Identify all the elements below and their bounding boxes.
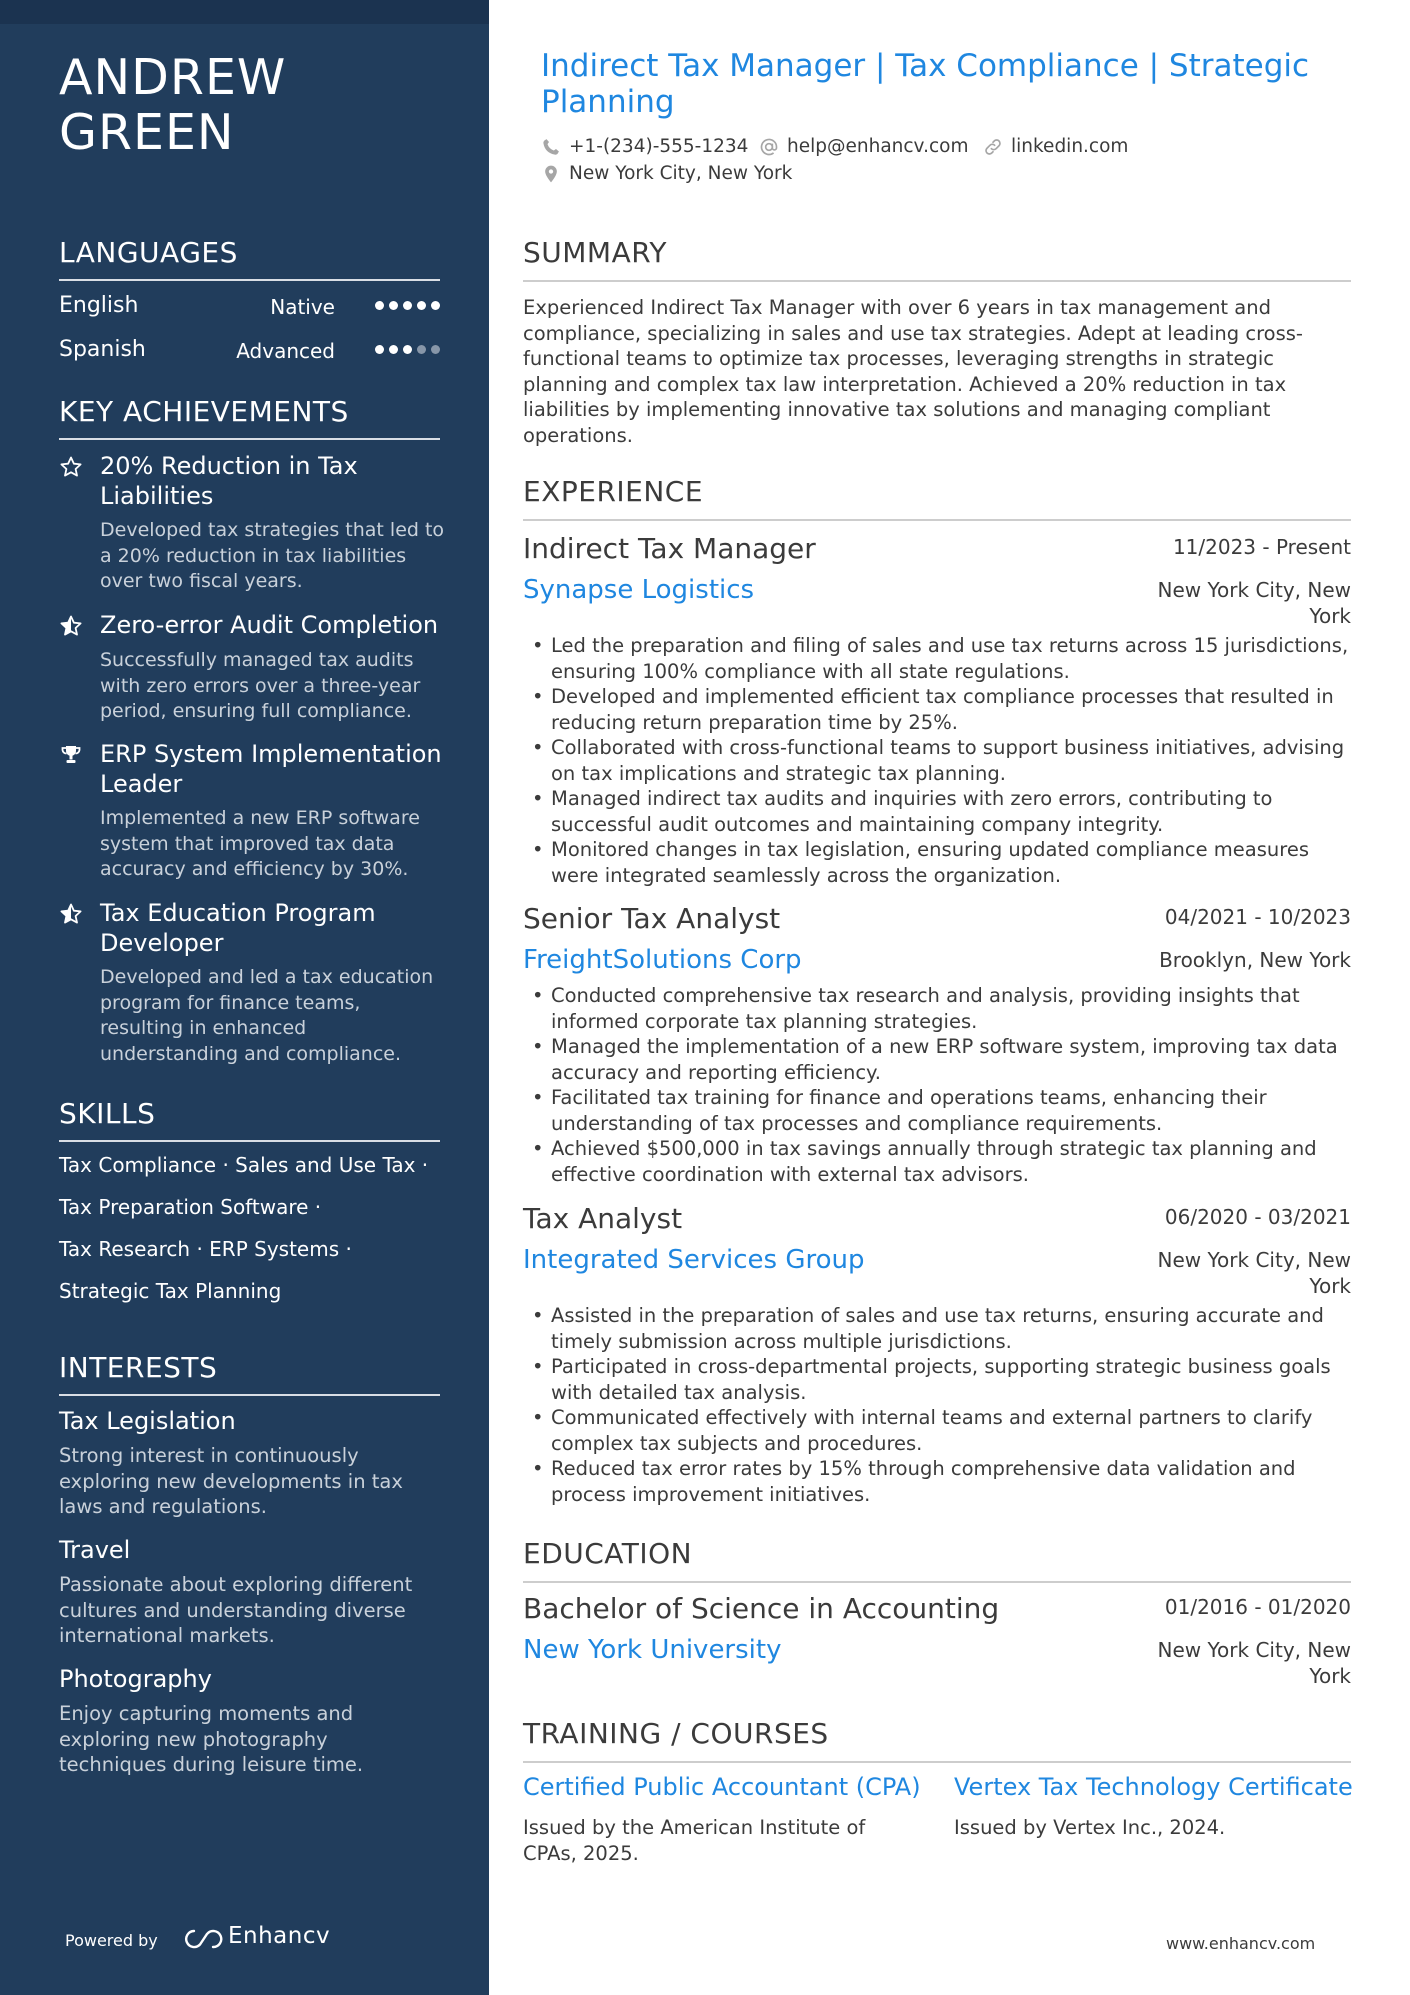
course-desc: Issued by Vertex Inc., 2024.: [954, 1816, 1226, 1839]
language-row: [59, 337, 440, 367]
language-proficiency-dots: [375, 301, 440, 310]
at-sign-icon: [759, 137, 779, 157]
location-text: New York City, New York: [569, 163, 793, 184]
job-location: Brooklyn, New York: [1159, 948, 1351, 972]
proficiency-dot-filled: [389, 301, 398, 310]
star-half-icon: [59, 902, 83, 926]
interest-title: Tax Legislation: [59, 1407, 236, 1435]
language-name: Spanish: [59, 337, 146, 362]
job-bullets: [523, 983, 1353, 1187]
contact-linkedin[interactable]: [983, 136, 1128, 157]
course-title[interactable]: Vertex Tax Technology Certificate: [954, 1773, 1353, 1801]
language-level: Native: [270, 295, 335, 319]
proficiency-dot-filled: [389, 345, 398, 354]
phone-icon: [541, 137, 561, 157]
job-dates: 11/2023 - Present: [1172, 535, 1351, 559]
achievements-title: KEY ACHIEVEMENTS: [59, 395, 440, 440]
contact-location: [541, 163, 792, 184]
summary-text: Experienced Indirect Tax Manager with over 6 years in tax management and compliance, specializing in sales and use tax strategies. Adept at leading cross-functional teams to optimize tax processes, leveraging strengths in strategic planning and complex tax law interpretation. Achieved a 20% reduction in tax liabilities by implementing innovative tax solutions and managing compliant operations.: [523, 296, 1303, 447]
proficiency-dot-empty: [417, 345, 426, 354]
job-dates: 06/2020 - 03/2021: [1164, 1205, 1351, 1229]
job-location: New York City, New York: [1157, 1248, 1351, 1298]
enhancv-logo-icon: [183, 1927, 223, 1951]
interest-title: Travel: [59, 1536, 131, 1564]
job-role: Indirect Tax Manager: [523, 532, 816, 565]
achievement-title: ERP System Implementation Leader: [100, 740, 442, 798]
footer-url[interactable]: www.enhancv.com: [1166, 1934, 1316, 1953]
interest-desc: Strong interest in continuously exploring new developments in tax laws and regulations.: [59, 1444, 403, 1518]
skills-title: SKILLS: [59, 1097, 440, 1142]
language-name: English: [59, 293, 139, 318]
proficiency-dot-filled: [403, 345, 412, 354]
language-level: Advanced: [236, 339, 335, 363]
powered-by-label: Powered by: [65, 1931, 158, 1950]
education-dates: 01/2016 - 01/2020: [1164, 1595, 1351, 1619]
job-dates: 04/2021 - 10/2023: [1164, 905, 1351, 929]
job-bullets: [523, 1303, 1353, 1507]
proficiency-dot-empty: [431, 345, 440, 354]
achievement-desc: Implemented a new ERP software system that improved tax data accuracy and efficiency by 30%.: [100, 807, 420, 880]
phone-text: +1-(234)-555-1234: [569, 136, 749, 157]
achievement-title: Zero-error Audit Completion: [100, 611, 439, 639]
interest-title: Photography: [59, 1665, 212, 1693]
achievement-title: Tax Education Program Developer: [100, 899, 376, 957]
proficiency-dot-filled: [375, 345, 384, 354]
list-item: • Achieved $500,000 in tax savings annually through strategic tax planning and effective coordination with external tax advisors.: [523, 1136, 1353, 1187]
interests-title: INTERESTS: [59, 1351, 440, 1396]
list-item: • Facilitated tax training for finance and operations teams, enhancing their understanding of tax processes and compliance requirements.: [523, 1085, 1353, 1136]
course-title[interactable]: Certified Public Accountant (CPA): [523, 1773, 921, 1801]
contact-phone[interactable]: [541, 136, 748, 157]
job-company[interactable]: FreightSolutions Corp: [523, 945, 802, 975]
skills-line: Tax Compliance · Sales and Use Tax ·: [59, 1153, 429, 1177]
summary-title: SUMMARY: [523, 236, 1351, 282]
languages-title: LANGUAGES: [59, 236, 440, 281]
candidate-name: [59, 50, 459, 160]
list-item: • Assisted in the preparation of sales and use tax returns, ensuring accurate and timely submission across multiple jurisdictions.: [523, 1303, 1353, 1354]
enhancv-brand[interactable]: Enhancv: [228, 1923, 331, 1949]
list-item: • Collaborated with cross-functional teams to support business initiatives, advising on tax implications and strategic tax planning.: [523, 735, 1353, 786]
star-half-icon: [59, 614, 83, 638]
achievement-title: 20% Reduction in Tax Liabilities: [100, 452, 358, 510]
sidebar-top-strip: [0, 0, 489, 24]
education-title: EDUCATION: [523, 1537, 1351, 1583]
list-item: • Reduced tax error rates by 15% through comprehensive data validation and process improvement initiatives.: [523, 1456, 1353, 1507]
proficiency-dot-filled: [417, 301, 426, 310]
skills-line: Strategic Tax Planning: [59, 1279, 282, 1303]
skills-line: Tax Preparation Software ·: [59, 1195, 322, 1219]
interest-desc: Enjoy capturing moments and exploring new photography techniques during leisure time.: [59, 1702, 364, 1776]
degree: Bachelor of Science in Accounting: [523, 1592, 1000, 1625]
trophy-icon: [59, 743, 83, 767]
list-item: • Communicated effectively with internal teams and external partners to clarify complex tax subjects and procedures.: [523, 1405, 1353, 1456]
list-item: • Managed indirect tax audits and inquiries with zero errors, contributing to successful audit outcomes and maintaining company integrity.: [523, 786, 1353, 837]
job-bullets: [523, 633, 1353, 888]
job-company[interactable]: Synapse Logistics: [523, 575, 755, 605]
language-row: [59, 293, 440, 323]
proficiency-dot-filled: [403, 301, 412, 310]
achievement-desc: Developed tax strategies that led to a 20% reduction in tax liabilities over two fiscal years.: [100, 519, 445, 592]
list-item: • Led the preparation and filing of sales and use tax returns across 15 jurisdictions, ensuring 100% compliance with all state regulations.: [523, 633, 1353, 684]
achievement-desc: Developed and led a tax education program for finance teams, resulting in enhanced understanding and compliance.: [100, 966, 434, 1065]
linkedin-text: linkedin.com: [1011, 136, 1129, 157]
list-item: • Participated in cross-departmental projects, supporting strategic business goals with detailed tax analysis.: [523, 1354, 1353, 1405]
proficiency-dot-filled: [375, 301, 384, 310]
location-pin-icon: [541, 164, 561, 184]
job-company[interactable]: Integrated Services Group: [523, 1245, 865, 1275]
name-first: ANDREW: [59, 49, 287, 106]
list-item: • Developed and implemented efficient tax compliance processes that resulted in reducing return preparation time by 25%.: [523, 684, 1353, 735]
school[interactable]: New York University: [523, 1635, 782, 1665]
name-last: GREEN: [59, 104, 235, 161]
email-text: help@enhancv.com: [787, 136, 969, 157]
education-location: New York City, New York: [1157, 1638, 1351, 1688]
list-item: • Managed the implementation of a new ERP software system, improving tax data accuracy and reporting efficiency.: [523, 1034, 1353, 1085]
star-outline-icon: [59, 455, 83, 479]
proficiency-dot-filled: [431, 301, 440, 310]
job-role: Tax Analyst: [523, 1202, 683, 1235]
sidebar: [0, 0, 489, 1995]
achievement-desc: Successfully managed tax audits with zero errors over a three-year period, ensuring full compliance.: [100, 649, 421, 722]
link-icon: [983, 137, 1003, 157]
training-title: TRAINING / COURSES: [523, 1717, 1351, 1763]
contact-email[interactable]: [759, 136, 968, 157]
language-proficiency-dots: [375, 345, 440, 354]
skills-line: Tax Research · ERP Systems ·: [59, 1237, 352, 1261]
headline: Indirect Tax Manager | Tax Compliance | Strategic Planning: [541, 48, 1310, 120]
course-desc: Issued by the American Institute of CPAs, 2025.: [523, 1816, 866, 1865]
job-location: New York City, New York: [1157, 578, 1351, 628]
interest-desc: Passionate about exploring different cultures and understanding diverse international markets.: [59, 1573, 413, 1647]
list-item: • Monitored changes in tax legislation, ensuring updated compliance measures were integrated seamlessly across the organization.: [523, 837, 1353, 888]
experience-title: EXPERIENCE: [523, 475, 1351, 521]
job-role: Senior Tax Analyst: [523, 902, 781, 935]
list-item: • Conducted comprehensive tax research and analysis, providing insights that informed corporate tax planning strategies.: [523, 983, 1353, 1034]
